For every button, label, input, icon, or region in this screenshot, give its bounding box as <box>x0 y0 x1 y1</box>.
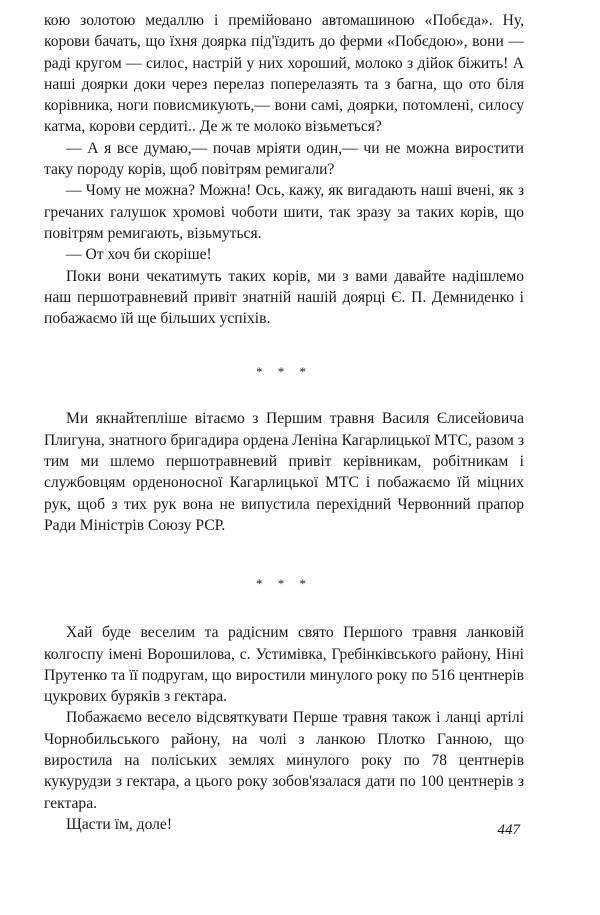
paragraph-greeting-brigadier: Ми якнайтепліше вітаємо з Першим травня Василя Єлисейовича Плигуна, знатного бригадира ордена Леніна Кагарлицької МТС, разом з тим ми шлемо першотравневий привіт керівникам, робітникам і службовцям орденоносної Кагарлицької МТС і побажаємо їй міцних рук, щоб з тих рук вона не випустила перехідний Червонний прапор Ради Міністрів Союзу РСР. <box>44 410 524 534</box>
paragraph-reply: — Чому не можна? Можна! Ось, кажу, як вигадають наші вчені, як з гречаних галушок хромові чоботи шити, так зразу за таких корів, що повітрям ремигають, візьмуться. <box>44 182 524 242</box>
paragraph-exclaim: — От хоч би скоріше! <box>66 246 212 264</box>
paragraph-wish: Щасти їм, доле! <box>66 815 173 833</box>
paragraph-dream: — А я все думаю,— почав мріяти один,— чи не можна виростити таку породу корів, щоб повітрям ремигали? <box>44 139 524 179</box>
section-separator: * * * <box>256 576 312 592</box>
paragraph-greeting-artil: Побажаємо весело відсвяткувати Перше травня також і ланці артілі Чорнобильського району, на чолі з ланкою Плотко Ганною, що виростила на поліських землях минулого року по 78 центнерів кукурудзи з гектара, а цього року зобов'язалася дати по 100 центнерів з гектара. <box>44 709 524 812</box>
paragraph-intro: кою золотою медаллю і премійовано автомашиною «Побєда». Ну, корови бачать, що їхня доярка під'їздить до ферми «Побєдою», вони — раді кругом — силос, настрій у них хороший, молоко з дійок біжить! А наші доярки доки через перелаз поперелазять та з багна, що ото біля корівника, ноги повисмикують,— вони самі, доярки, потомлені, силосу катма, корови сердиті.. Де ж те молоко візьметься? <box>44 12 524 136</box>
section-separator: * * * <box>256 364 312 380</box>
paragraph-greeting-link-leader: Хай буде веселим та радісним свято Першого травня ланковій колгоспу імені Ворошилова, с. Устимівка, Гребінківського району, Ніні Прутенко та її подругам, що виростили минулого року по 516 центнерів цукрових буряків з гектара. <box>44 624 524 706</box>
page-number: 447 <box>497 822 520 838</box>
page-body <box>44 10 524 835</box>
paragraph-greeting-milkmaid: Поки вони чекатимуть таких корів, ми з вами давайте надішлемо наш першотравневий привіт знатній нашій доярці Є. П. Демниденко і побажаємо їй ще більших успіхів. <box>44 267 524 328</box>
